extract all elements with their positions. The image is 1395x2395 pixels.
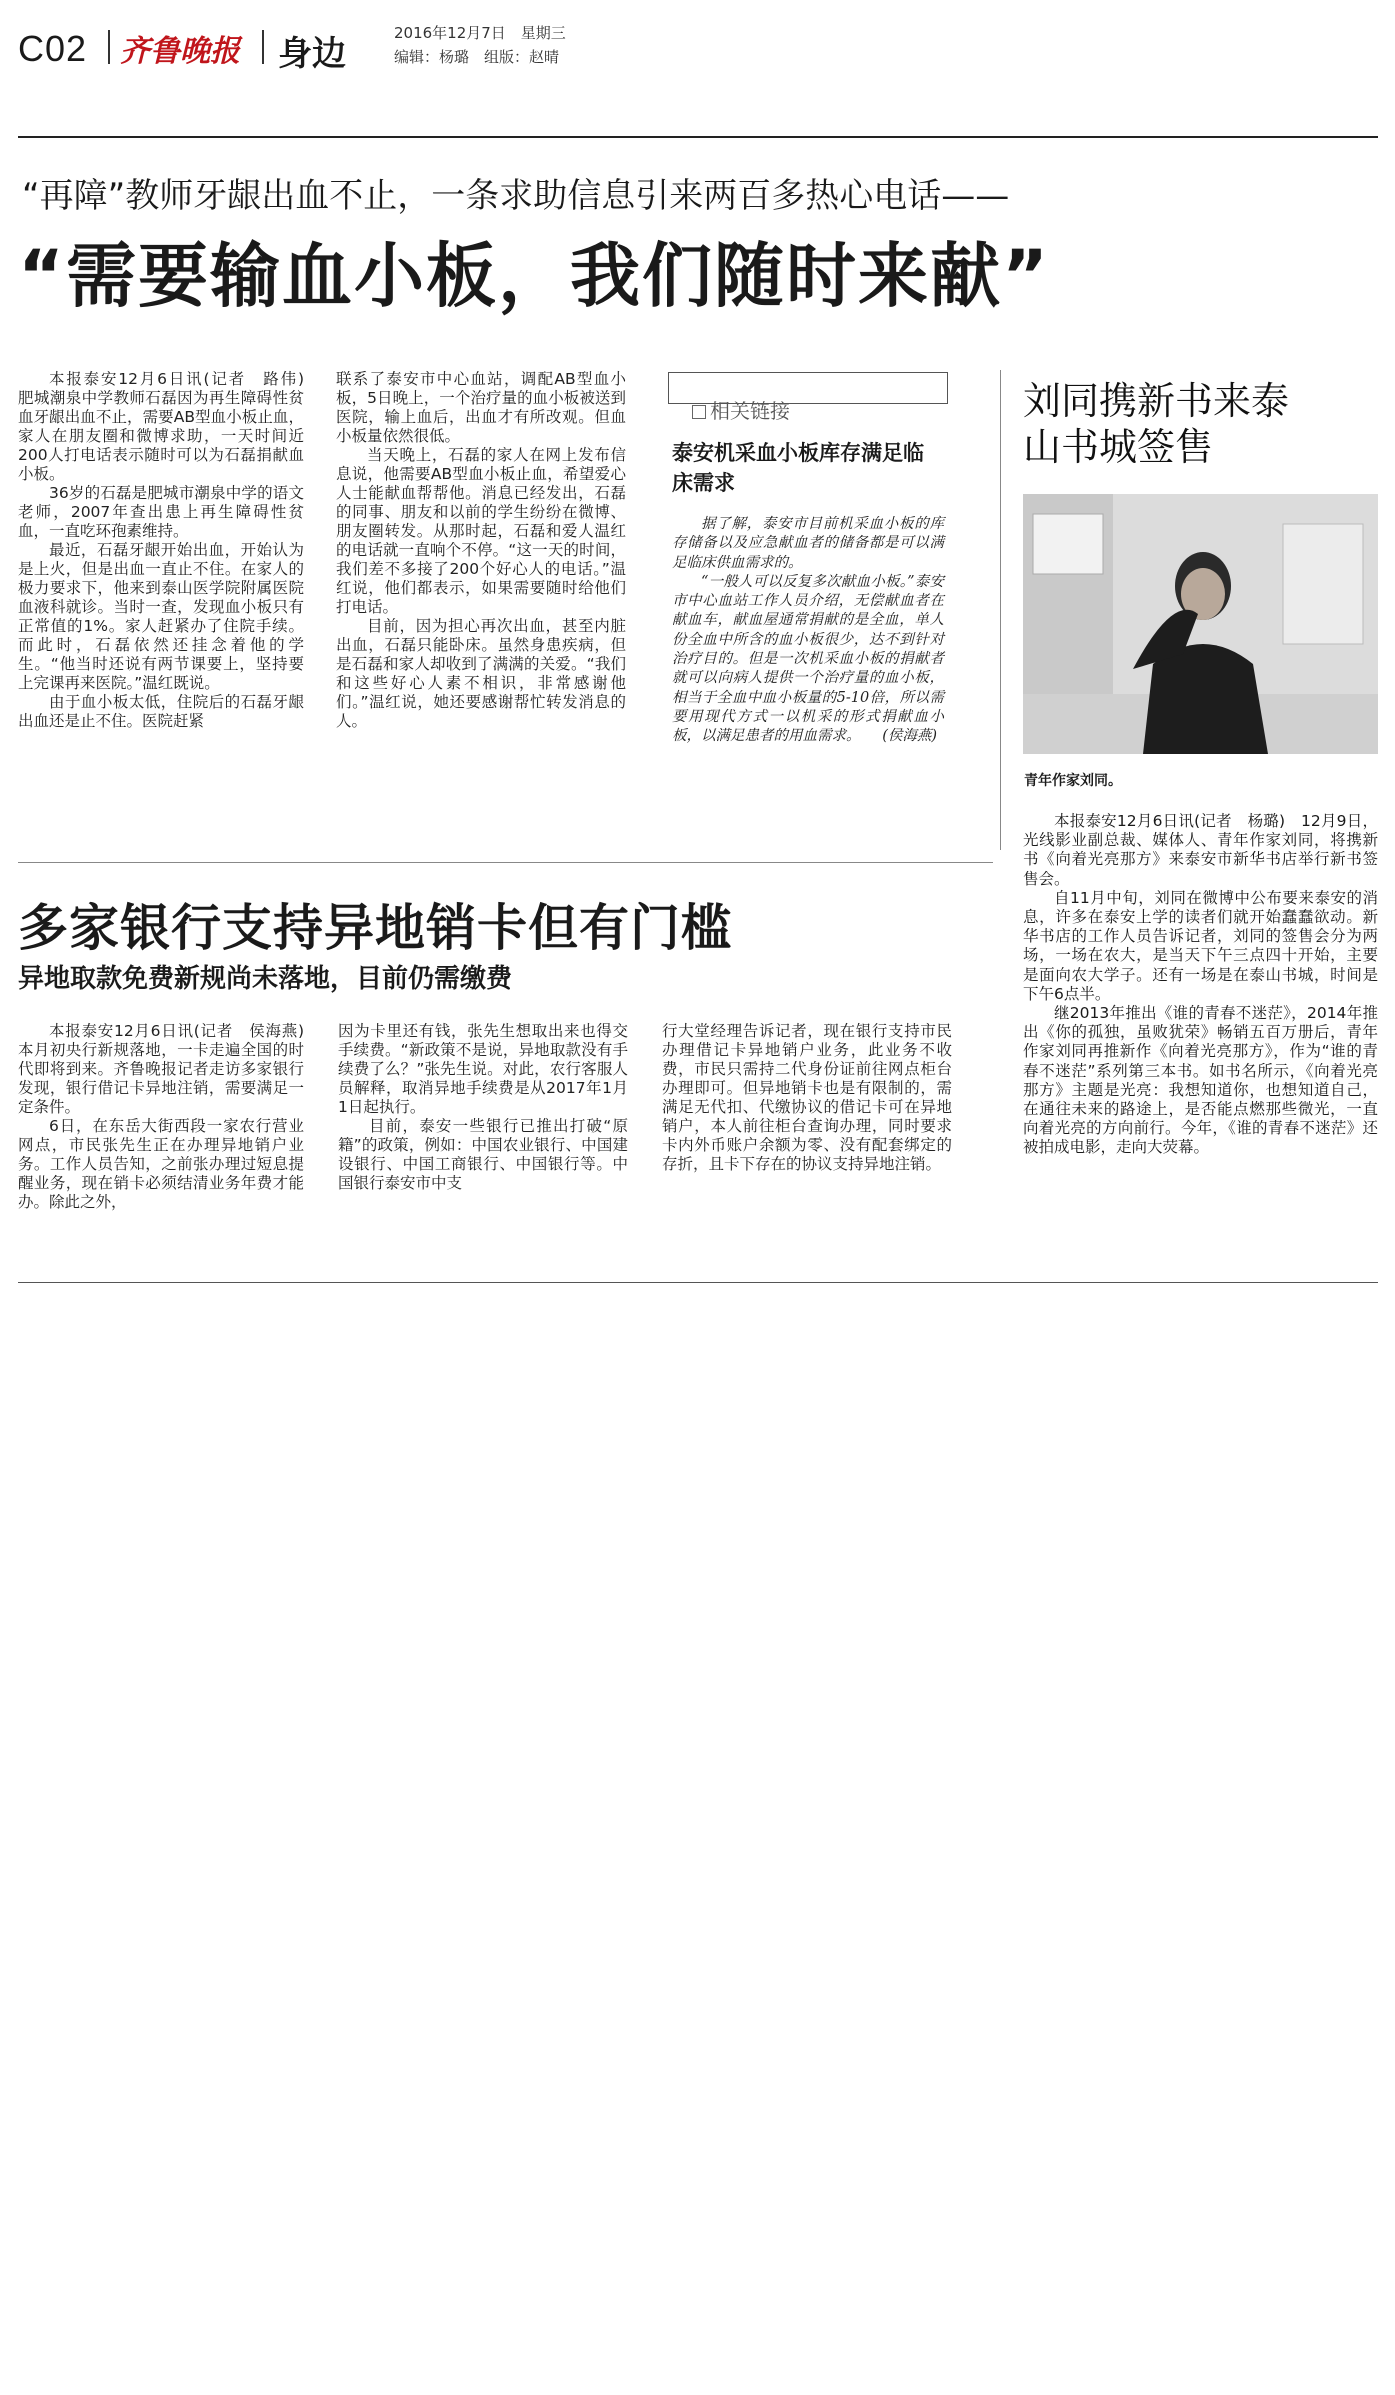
related-link-title: 泰安机采血小板库存满足临床需求 <box>672 441 924 495</box>
story3-paragraph: 6日，在东岳大街西段一家农行营业网点，市民张先生正在办理异地销户业务。工作人员告知，之前张办理过短息提醒业务，现在销卡必须结清业务年费才能办。除此之外， <box>18 1117 304 1211</box>
link-icon <box>692 405 706 419</box>
story1-lead: 本报泰安12月6日讯(记者 路伟) 肥城潮泉中学教师石磊因为再生障碍性贫血牙龈出血不止，需要AB型血小板止血，家人在朋友圈和微博求助，一天时间近200人打电话表示随时可以为石磊捐献血小板。 <box>18 370 320 483</box>
related-link-paragraph: 据了解，泰安市目前机采血小板的库存储备以及应急献血者的储备都是可以满足临床供血需求的。 <box>672 516 944 571</box>
photo-caption: 青年作家刘同。 <box>1024 773 1122 789</box>
bottom-rule <box>18 1282 1378 1283</box>
story1-column-2 <box>336 370 626 731</box>
story1-kicker: “再障”教师牙龈出血不止，一条求助信息引来两百多热心电话—— <box>22 176 1010 216</box>
header-rule <box>18 136 1378 138</box>
header-divider <box>108 30 110 64</box>
author-photo <box>1023 494 1378 754</box>
story3-column-2 <box>338 1022 628 1193</box>
section-title: 身边 <box>278 34 346 74</box>
story-divider <box>18 862 993 863</box>
story2-paragraph: 继2013年推出《谁的青春不迷茫》，2014年推出《你的孤独，虽败犹荣》畅销五百万册后，青年作家刘同再推新作《向着光亮那方》，作为“谁的青春不迷茫”系列第三本书。如书名所示，《向着光亮那方》主题是光亮：我想知道你，也想知道自己，在通往未来的路途上，是否能点燃那些微光，一直向着光亮的方向前行。今年，《谁的青春不迷茫》还被拍成电影，走向大荧幕。 <box>1023 1004 1378 1157</box>
story2-body <box>1023 812 1378 1158</box>
story2-title: 刘同携新书来泰山书城签售 <box>1023 379 1290 469</box>
story1-headline: “需要输血小板，我们随时来献” <box>18 235 1051 317</box>
editor-line: 编辑：杨璐 组版：赵晴 <box>394 48 560 66</box>
newspaper-logo: 齐鲁晚报 <box>120 34 240 69</box>
story1-paragraph: 联系了泰安市中心血站，调配AB型血小板，5日晚上，一个治疗量的血小板被送到医院，输上血后，出血才有所改观。但血小板量依然很低。 <box>336 370 626 445</box>
story1-paragraph: 由于血小板太低，住院后的石磊牙龈出血还是止不住。医院赶紧 <box>18 693 304 730</box>
story1-paragraph: 当天晚上，石磊的家人在网上发布信息说，他需要AB型血小板止血，希望爱心人士能献血帮帮他。消息已经发出，石磊的同事、朋友和以前的学生纷纷在微博、朋友圈转发。从那时起，石磊和爱人温红的电话就一直响个不停。“这一天的时间，我们差不多接了200个好心人的电话。”温红说，他们都表示，如果需要随时给他们打电话。 <box>336 446 626 616</box>
author-photo-image <box>1023 494 1378 754</box>
story1-paragraph: 目前，因为担心再次出血，甚至内脏出血，石磊只能卧床。虽然身患疾病，但是石磊和家人却收到了满满的关爱。“我们和这些好心人素不相识，非常感谢他们。”温红说，她还要感谢帮忙转发消息的人。 <box>336 617 626 730</box>
related-link-paragraph: “一般人可以反复多次献血小板。”泰安市中心血站工作人员介绍，无偿献血者在献血车，献血屋通常捐献的是全血，单人份全血中所含的血小板很少，达不到针对治疗目的。但是一次机采血小板的捐献者就可以向病人提供一个治疗量的血小板，相当于全血中血小板量的5-10倍，所以需要用现代方式一以机采的形式捐献血小板，以满足患者的用血需求。 (侯海燕) <box>672 573 944 745</box>
story2-paragraph: 自11月中旬，刘同在微博中公布要来泰安的消息，许多在泰安上学的读者们就开始蠢蠢欲动。新华书店的工作人员告诉记者，刘同的签售会分为两场，一场在农大，是当天下午三点四十开始，主要是面向农大学子。还有一场是在泰山书城，时间是下午6点半。 <box>1023 888 1378 1003</box>
story3-lead: 本报泰安12月6日讯(记者 侯海燕) 本月初央行新规落地，一卡走遍全国的时代即将到来。齐鲁晚报记者走访多家银行发现，银行借记卡异地注销，需要满足一定条件。 <box>18 1022 320 1116</box>
story3-paragraph: 因为卡里还有钱，张先生想取出来也得交手续费。“新政策不是说，异地取款没有手续费了么？”张先生说。对此，农行客服人员解释，取消异地手续费是从2017年1月1日起执行。 <box>338 1022 628 1116</box>
related-link-label: 相关链接 <box>692 395 790 424</box>
story3-headline: 多家银行支持异地销卡但有门槛 <box>18 899 732 957</box>
date-line: 2016年12月7日 星期三 <box>394 24 566 42</box>
story3-subhead: 异地取款免费新规尚未落地，目前仍需缴费 <box>18 964 513 994</box>
story3-paragraph: 目前，泰安一些银行已推出打破“原籍”的政策，例如：中国农业银行、中国建设银行、中国工商银行、中国银行等。中国银行泰安市中支 <box>338 1117 628 1192</box>
story3-column-1 <box>18 1022 320 1212</box>
column-divider <box>1000 370 1001 850</box>
page-code: C02 <box>18 28 88 69</box>
story1-paragraph: 36岁的石磊是肥城市潮泉中学的语文老师，2007年查出患上再生障碍性贫血，一直吃环孢素维持。 <box>18 484 304 540</box>
header-divider <box>262 30 264 64</box>
story2-paragraph: 本报泰安12月6日讯(记者 杨璐) 12月9日，光线影业副总裁、媒体人、青年作家刘同，将携新书《向着光亮那方》来泰安市新华书店举行新书签售会。 <box>1023 812 1378 888</box>
story3-paragraph: 行大堂经理告诉记者，现在银行支持市民办理借记卡异地销户业务，此业务不收费，市民只需持二代身份证前往网点柜台办理即可。但异地销卡也是有限制的，需满足无代扣、代缴协议的借记卡可在异地销户，本人前往柜台查询办理，同时要求卡内外币账户余额为零、没有配套绑定的存折，且卡下存在的协议支持异地注销。 <box>662 1022 952 1173</box>
related-link-body <box>672 515 944 747</box>
story3-column-3 <box>662 1022 952 1174</box>
story1-column-1 <box>18 370 320 731</box>
story1-paragraph: 最近，石磊牙龈开始出血，开始认为是上火，但是出血一直止不住。在家人的极力要求下，他来到泰山医学院附属医院血液科就诊。当时一查，发现血小板只有正常值的1%。家人赶紧办了住院手续。而此时，石磊依然还挂念着他的学生。“他当时还说有两节课要上，坚持要上完课再来医院。”温红既说。 <box>18 541 304 692</box>
